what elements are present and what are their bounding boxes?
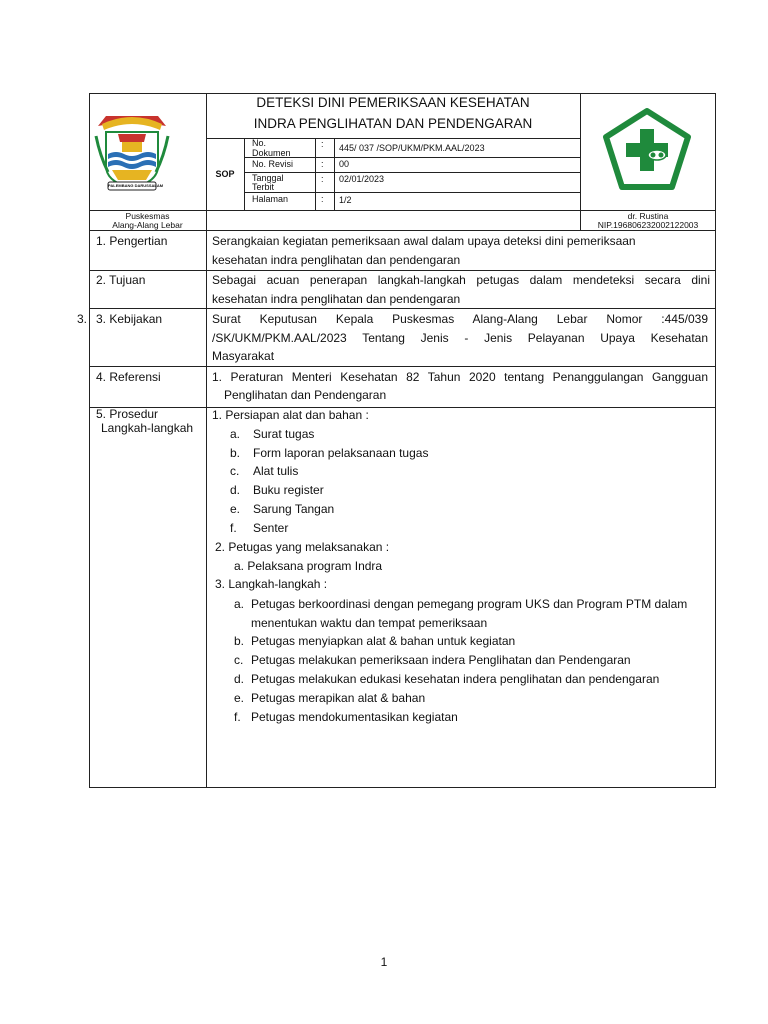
label-tujuan: 2. Tujuan xyxy=(96,273,146,287)
label-kebijakan: 3. Kebijakan xyxy=(96,312,163,326)
sop-label-divider xyxy=(244,138,245,210)
head-nip: NIP.196806232002122003 xyxy=(597,220,699,230)
meta-colon-right xyxy=(334,138,335,210)
label-referensi: 4. Referensi xyxy=(96,370,161,384)
body-column-divider xyxy=(206,231,207,788)
list-text: Petugas melakukan pemeriksaan indera Penglihatan dan Pendengaran xyxy=(251,653,631,667)
list-text: Alat tulis xyxy=(253,464,299,478)
list-marker: c. xyxy=(230,464,240,478)
meta-label-no-dokumen: No. xyxy=(252,138,267,148)
list-marker: e. xyxy=(230,502,241,516)
sop-label: SOP xyxy=(215,169,235,179)
page-number: 1 xyxy=(380,955,388,969)
meta-sep-1: : xyxy=(321,139,324,149)
list-text: Buku register xyxy=(253,483,324,497)
list-text: Form laporan pelaksanaan tugas xyxy=(253,446,429,460)
city-crest-caption: PALEMBANG DARUSSALAM xyxy=(108,183,164,188)
list-marker: f. xyxy=(230,521,237,535)
list-text-continued: menentukan waktu dan tempat pemeriksaan xyxy=(251,616,488,630)
list-text: Petugas merapikan alat & bahan xyxy=(251,691,426,705)
meta-label-tanggal: Tanggal xyxy=(252,173,284,183)
row-rule-3 xyxy=(89,366,716,367)
meta-label-no-revisi: No. Revisi xyxy=(252,159,294,169)
document-title-line-1: DETEKSI DINI PEMERIKSAAN KESEHATAN xyxy=(256,95,530,110)
list-text: Petugas mendokumentasikan kegiatan xyxy=(251,710,458,724)
text-referensi-2: Penglihatan dan Pendengaran xyxy=(224,388,387,402)
list-marker: e. xyxy=(234,691,245,705)
meta-value-no-revisi: 00 xyxy=(339,159,350,169)
list-marker: c. xyxy=(234,653,244,667)
outer-number-kebijakan: 3. xyxy=(77,312,88,326)
meta-label-tanggal-2: Terbit xyxy=(252,182,275,192)
text-referensi-1: 1. Peraturan Menteri Kesehatan 82 Tahun 2020 tentang Penanggulangan Gangguan xyxy=(212,370,708,384)
meta-sep-3: : xyxy=(321,174,324,184)
meta-label-no-dokumen-2: Dokumen xyxy=(252,148,291,158)
list-marker: b. xyxy=(230,446,241,460)
meta-row-rule-3 xyxy=(244,192,580,193)
label-prosedur-2: Langkah-langkah xyxy=(101,421,194,435)
list-marker: f. xyxy=(234,710,241,724)
label-pengertian: 1. Pengertian xyxy=(96,234,168,248)
meta-sep-4: : xyxy=(321,194,324,204)
list-text: Petugas berkoordinasi dengan pemegang program UKS dan Program PTM dalam xyxy=(251,597,688,611)
label-prosedur-1: 5. Prosedur xyxy=(96,407,159,421)
org-name-line-1: Puskesmas xyxy=(125,211,170,221)
list-text: Petugas menyiapkan alat & bahan untuk kegiatan xyxy=(251,634,516,648)
list-marker: d. xyxy=(230,483,241,497)
text-tujuan-1: Sebagai acuan penerapan langkah-langkah petugas dalam mendeteksi secara dini xyxy=(212,273,710,287)
text-kebijakan-3: Masyarakat xyxy=(212,349,275,363)
list-text: Petugas melakukan edukasi kesehatan indera penglihatan dan pendengaran xyxy=(251,672,660,686)
row-rule-4 xyxy=(89,407,716,408)
text-tujuan-2: kesehatan indra penglihatan dan pendengaran xyxy=(212,292,461,306)
org-name-line-2: Alang-Alang Lebar xyxy=(112,220,183,230)
head-name: dr. Rustina xyxy=(627,211,669,221)
text-kebijakan-2: /SK/UKM/PKM.AAL/2023 Tentang Jenis - Jenis Pelayanan Upaya Kesehatan xyxy=(212,331,708,345)
prosedur-heading-3: 3. Langkah-langkah : xyxy=(215,577,328,591)
text-kebijakan-1: Surat Keputusan Kepala Puskesmas Alang-Alang Lebar Nomor :445/039 xyxy=(212,312,708,326)
city-crest-logo xyxy=(94,112,170,194)
text-pengertian-1: Serangkaian kegiatan pemeriksaan awal dalam upaya deteksi dini pemeriksaan xyxy=(212,234,636,248)
meta-value-tanggal: 02/01/2023 xyxy=(339,174,385,184)
meta-label-halaman: Halaman xyxy=(252,194,289,204)
meta-sep-2: : xyxy=(321,159,324,169)
prosedur-heading-2: 2. Petugas yang melaksanakan : xyxy=(215,540,390,554)
document-title-line-2: INDRA PENGLIHATAN DAN PENDENGARAN xyxy=(253,116,533,131)
list-marker: a. xyxy=(234,597,245,611)
list-marker: b. xyxy=(234,634,245,648)
list-marker: d. xyxy=(234,672,245,686)
text-pengertian-2: kesehatan indra penglihatan dan pendengaran xyxy=(212,253,461,267)
prosedur-item-2: a. Pelaksana program Indra xyxy=(234,559,383,573)
prosedur-heading-1: 1. Persiapan alat dan bahan : xyxy=(212,408,369,422)
list-text: Senter xyxy=(253,521,289,535)
list-text: Sarung Tangan xyxy=(253,502,335,516)
meta-row-rule-1 xyxy=(244,157,580,158)
list-text: Surat tugas xyxy=(253,427,315,441)
list-marker: a. xyxy=(230,427,241,441)
meta-value-no-dokumen: 445/ 037 /SOP/UKM/PKM.AAL/2023 xyxy=(339,143,485,153)
meta-colon-left xyxy=(315,138,316,210)
meta-value-halaman: 1/2 xyxy=(339,195,352,205)
puskesmas-cross-logo xyxy=(600,107,694,195)
meta-row-rule-2 xyxy=(244,172,580,173)
